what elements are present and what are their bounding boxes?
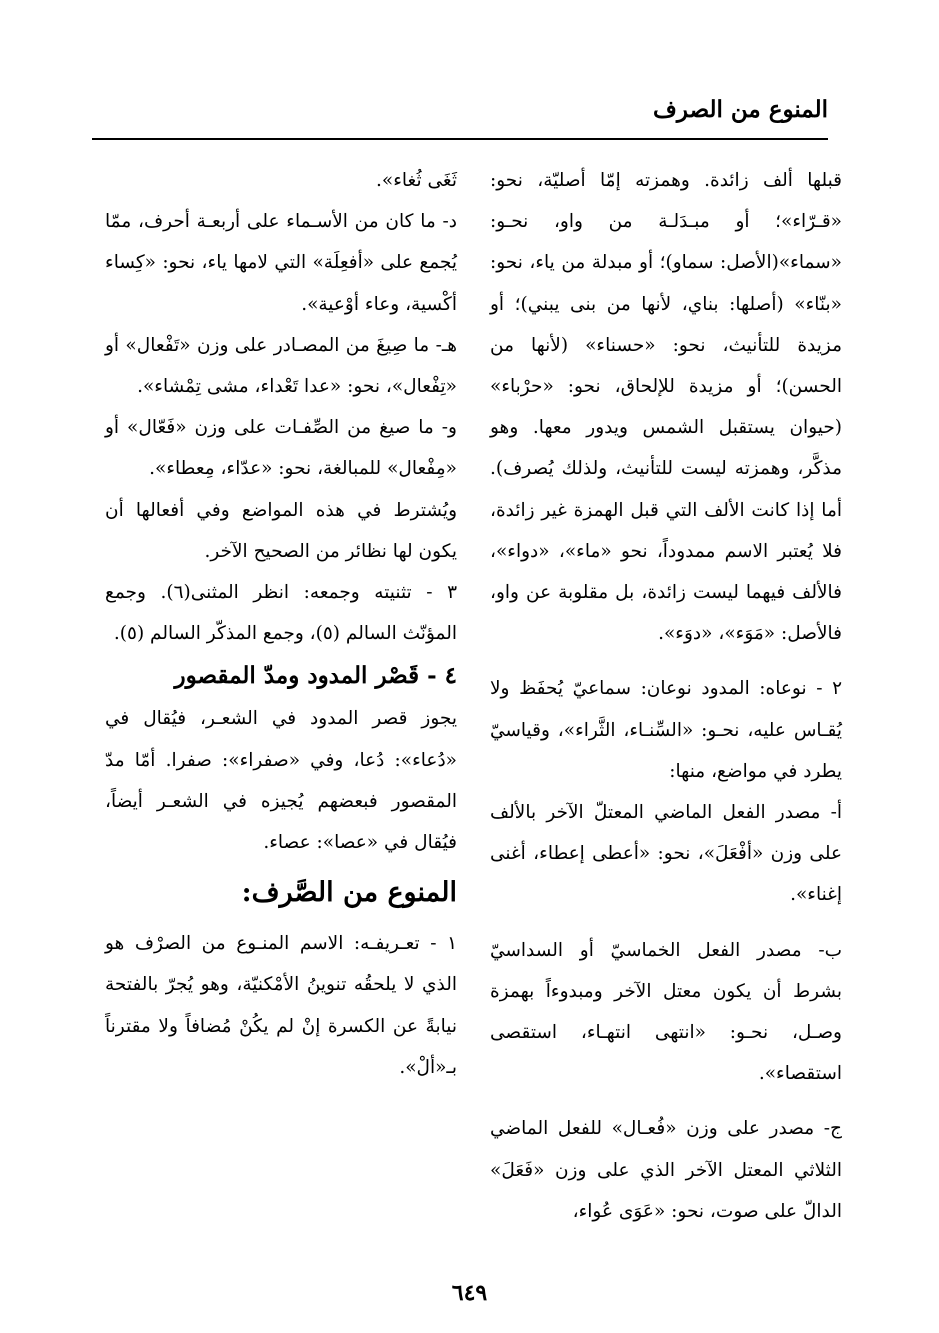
running-header: المنوع من الصرف [653,96,828,123]
paragraph: ٣ - تثنيته وجمعه: انظر المثنى(٦). وجمع المؤنّث السالم (٥)، وجمع المذكّر السالم (٥). [105,582,458,645]
paragraph: ويُشترط في هذه المواضع وفي أفعالها أن يكون لها نظائر من الصحيح الآخر. [105,499,457,562]
paragraph: ٢ - نوعاه: المدود نوعان: سماعيّ يُحفَظ ولا يُقـاس عليه، نحـو: «السِّنـاء، الثَّراء»، وقياسيّ يطرد في مواضع، منها: [490,678,842,782]
paragraph: ب- مصدر الفعل الخماسيّ أو السداسيّ بشرط أن يكون معتل الآخر ومبدوءاً بهمزة وصـل، نحـو: «انتهى انتهـاء، استقصى استقصاء». [490,939,842,1085]
paragraph: ثَغَى ثُغاء». [376,170,457,191]
paragraph: هـ- ما صِيغَ من المصـادر على وزن «تَفْعال» أو «تِفْعال»، نحو: «عدا تَعْداء، مشى تِمْشاء». [105,334,457,398]
left-column [105,160,457,1088]
paragraph: د- ما كان من الأسـماء على أربعـة أحرف، ممّا يُجمع على «أفعِلَة» التي لامها ياء، نحو: «كِساء أكْسية، وعاء أوْعية». [105,211,457,315]
page-number: ٦٤٩ [451,1280,488,1306]
paragraph: قبلها ألف زائدة. وهمزته إمّا أصليّة، نحو: «قـرّاء»؛ أو مبـدَلـة من واو، نحـو: «سماء»(الأصل: سماو)؛ أو مبدلة من ياء، نحو: «بنّاء» (أصلها: بناي، لأنها من بنى يبني)؛ أو مزيدة للتأنيث، نحو: «حسناء» (لأنها من الحسن)؛ أو مزيدة للإلحاق، نحو: «حرْباء» (حيوان يستقبل الشمس ويدور معها. وهو مذكَّر، وهمزته ليست للتأنيث، ولذلك يُصرف). أما إذا كانت الألف التي قبل الهمزة غير زائدة، فلا يُعتبر الاسم ممدوداً، نحو «ماء»، «دواء»، فالألف فيهما ليست زائدة، بل مقلوبة عن واو، فالأصل: «مَوَء»، «دوَء». [490,170,842,645]
paragraph: يجوز قصر المدود في الشعـر، فيُقال في «دُعاء»: دُعا، وفي «صفراء»: صفرا. أمّا مدّ المقصور فبعضهم يُجيزه في الشعـر أيضاً، فيُقال في «عصا»: عصاء. [105,708,457,854]
subsection-heading: ٤ - قَصْر المدود ومدّ المقصور [174,662,457,690]
header-rule [92,138,828,140]
paragraph: ج- مصدر على وزن «فُعـال» للفعل الماضي الثلاثي المعتل الآخر الذي على وزن «فَعَلَ» الدالّ على صوت، نحو: «عَوَى عُواء، [490,1118,842,1222]
right-column [490,160,842,1232]
paragraph: ١ - تعـريفـه: الاسم المنـوع من الصرْف هو الذي لا يلحقُه تنوينُ الأمْكنيّة، وهو يُجرّ بالفتحة نيابةً عن الكسرة إنْ لم يكُنْ مُضافاً ولا مقترناً بـ«ألْ». [105,933,457,1078]
paragraph: و- ما صيغ من الصِّفـات على وزن «فَعّال» أو «مِفْعال» للمبالغة، نحو: «عدّاء، مِعطاء». [105,417,457,480]
section-title: المنوع من الصَّرف: [241,877,457,909]
paragraph: أ- مصدر الفعل الماضي المعتلّ الآخر بالألف على وزن «أفْعَلَ»، نحو: «أعطى إعطاء، أغنى إغناء». [490,802,842,906]
